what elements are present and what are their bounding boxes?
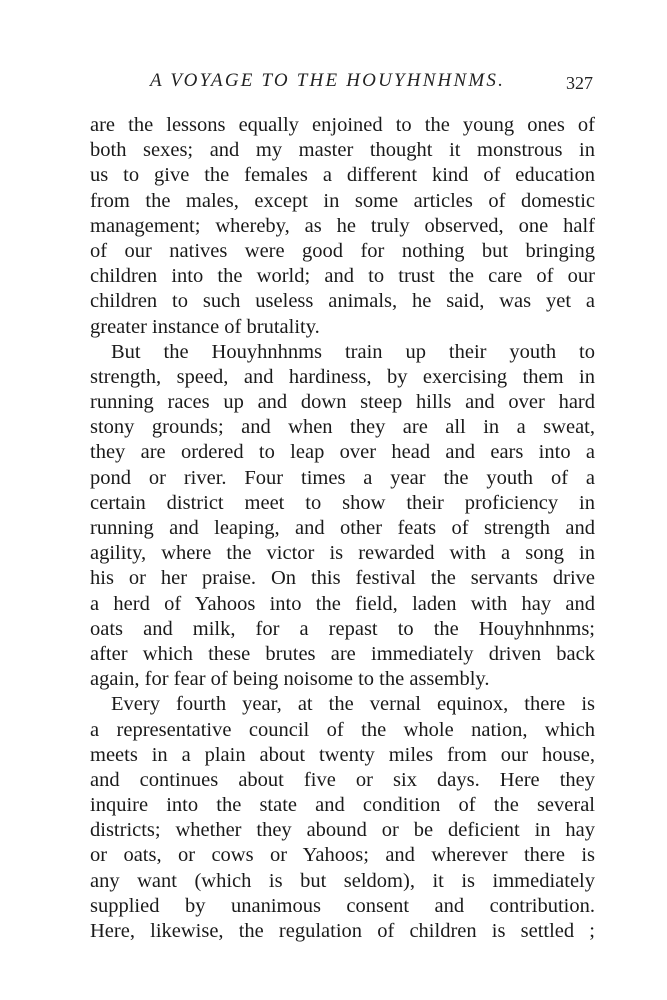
text-line: children to such useless animals, he said, was yet a — [90, 290, 595, 313]
text-line: running and leaping, and other feats of strength and — [90, 517, 595, 539]
text-line: But the Houyhnhnms train up their youth to — [111, 340, 595, 363]
text-line: they are ordered to leap over head and ears into a — [90, 441, 595, 464]
text-line: meets in a plain about twenty miles from our house, — [90, 743, 595, 766]
text-line: Here, likewise, the regulation of children is settled ; — [90, 920, 595, 942]
text-line: us to give the females a different kind of education — [90, 164, 595, 187]
text-line: management; whereby, as he truly observed, one half — [90, 214, 595, 237]
text-line: inquire into the state and condition of the several — [90, 794, 595, 817]
body-text — [90, 113, 595, 944]
text-line: districts; whether they abound or be deficient in hay — [90, 819, 595, 842]
text-line: both sexes; and my master thought it monstrous in — [90, 139, 595, 162]
text-line: oats and milk, for a repast to the Houyhnhnms; — [90, 617, 595, 640]
text-line: a representative council of the whole nation, which — [90, 718, 595, 741]
text-line: certain district meet to show their proficiency in — [90, 491, 595, 514]
text-line: from the males, except in some articles of domestic — [90, 189, 595, 212]
text-line: are the lessons equally enjoined to the young ones of — [90, 114, 595, 136]
text-line: any want (which is but seldom), it is immediately — [90, 869, 595, 892]
text-line: after which these brutes are immediately driven back — [90, 642, 595, 665]
text-line: his or her praise. On this festival the servants drive — [90, 567, 595, 590]
running-title: A VOYAGE TO THE HOUYHNHNMS. — [150, 70, 506, 91]
text-line: Every fourth year, at the vernal equinox, there is — [111, 693, 595, 716]
text-line: agility, where the victor is rewarded with a song in — [90, 542, 595, 565]
running-header — [90, 70, 595, 98]
text-line: running races up and down steep hills and over hard — [90, 391, 595, 414]
text-line: or oats, or cows or Yahoos; and wherever there is — [90, 844, 595, 867]
text-line: and continues about five or six days. Here they — [90, 768, 595, 791]
text-line: strength, speed, and hardiness, by exercising them in — [90, 365, 595, 388]
text-line: of our natives were good for nothing but bringing — [90, 239, 595, 262]
text-line: supplied by unanimous consent and contribution. — [90, 894, 595, 917]
text-line: again, for fear of being noisome to the assembly. — [90, 668, 490, 691]
text-line: a herd of Yahoos into the field, laden with hay and — [90, 592, 595, 615]
page-number: 327 — [566, 73, 593, 93]
text-line: stony grounds; and when they are all in a sweat, — [90, 416, 595, 439]
text-line: greater instance of brutality. — [90, 315, 320, 338]
text-line: children into the world; and to trust the care of our — [90, 265, 595, 288]
text-line: pond or river. Four times a year the youth of a — [90, 466, 595, 489]
